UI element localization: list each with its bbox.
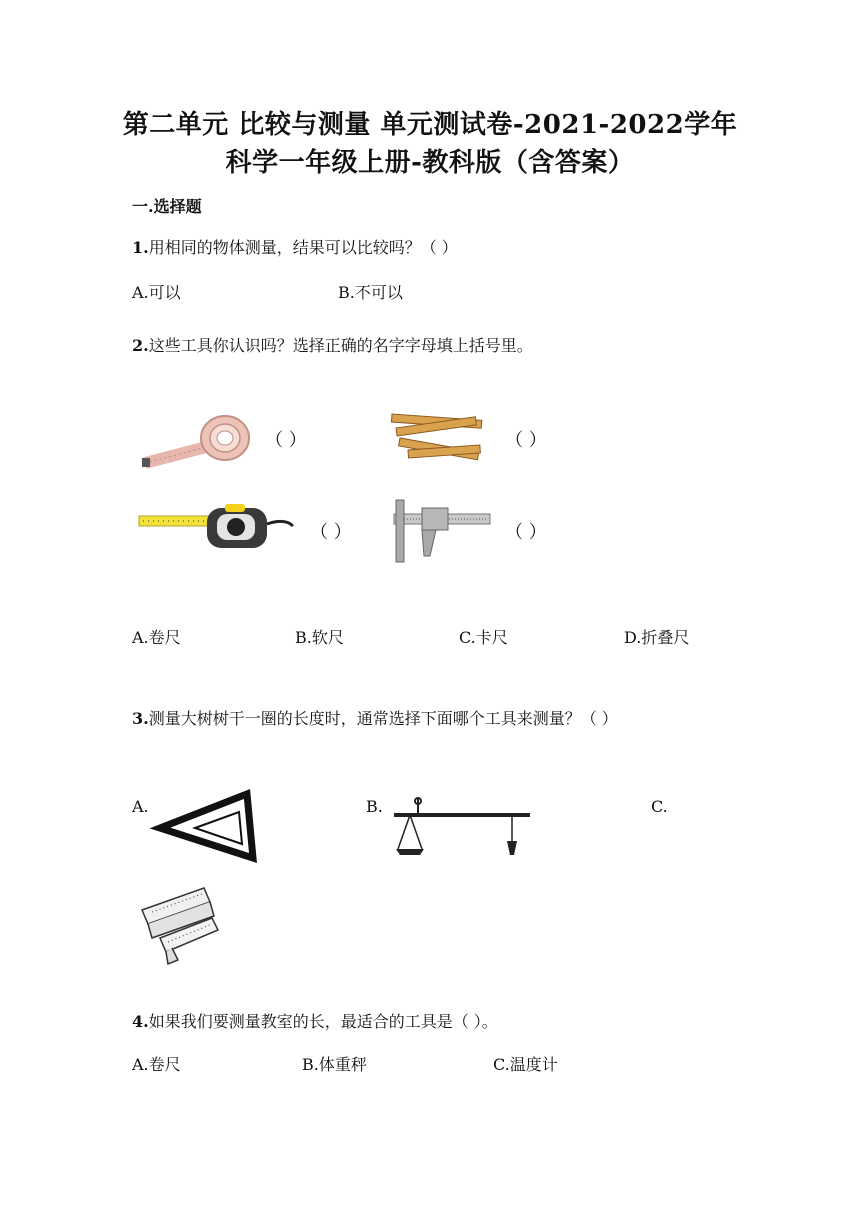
question-2-option-a: A.卷尺 bbox=[132, 628, 181, 647]
question-2-option-d: D.折叠尺 bbox=[624, 628, 690, 647]
question-2-blank-3[interactable]: （ ） bbox=[310, 522, 352, 543]
question-4-text: 如果我们要测量教室的长，最适合的工具是（ ）。 bbox=[148, 1012, 498, 1031]
question-2-blank-2[interactable]: （ ） bbox=[505, 430, 547, 451]
question-3 bbox=[132, 706, 618, 729]
question-2-blank-1[interactable]: （ ） bbox=[265, 430, 307, 451]
question-2 bbox=[132, 333, 533, 356]
question-3-text: 测量大树树干一圈的长度时，通常选择下面哪个工具来测量？（ ） bbox=[148, 709, 618, 728]
question-4-option-c: C.温度计 bbox=[493, 1055, 558, 1074]
question-3-option-b-label: B. bbox=[366, 797, 383, 816]
soft-tape-image-c bbox=[132, 880, 222, 968]
question-4 bbox=[132, 1009, 498, 1032]
question-2-option-b: B.软尺 bbox=[295, 628, 344, 647]
question-4-option-a: A.卷尺 bbox=[132, 1055, 181, 1074]
soft-tape-image bbox=[140, 408, 255, 473]
page-title-line-2: 科学一年级上册-教科版（含答案） bbox=[225, 148, 635, 178]
folding-ruler-image bbox=[388, 410, 488, 465]
question-1-number: 1. bbox=[132, 238, 149, 257]
tape-measure-image bbox=[135, 500, 295, 555]
question-3-number: 3. bbox=[132, 709, 149, 728]
question-2-text: 这些工具你认识吗？选择正确的名字字母填上括号里。 bbox=[148, 336, 533, 355]
question-2-number: 2. bbox=[132, 336, 149, 355]
question-2-blank-4[interactable]: （ ） bbox=[505, 522, 547, 543]
question-1-text: 用相同的物体测量，结果可以比较吗？（ ） bbox=[148, 238, 458, 257]
steelyard-image bbox=[390, 795, 535, 863]
question-1 bbox=[132, 235, 458, 258]
set-square-image bbox=[155, 790, 260, 862]
question-1-option-a: A.可以 bbox=[132, 283, 181, 302]
question-3-option-c-label: C. bbox=[651, 797, 668, 816]
question-2-option-c: C.卡尺 bbox=[459, 628, 508, 647]
question-3-option-a-label: A. bbox=[132, 797, 149, 816]
question-4-number: 4. bbox=[132, 1012, 149, 1031]
question-1-option-b: B.不可以 bbox=[338, 283, 403, 302]
page-title-line-1: 第二单元 比较与测量 单元测试卷-2021-2022学年 bbox=[122, 110, 738, 140]
section-title: 一.选择题 bbox=[132, 197, 202, 216]
question-4-option-b: B.体重秤 bbox=[302, 1055, 367, 1074]
caliper-image bbox=[392, 498, 492, 566]
